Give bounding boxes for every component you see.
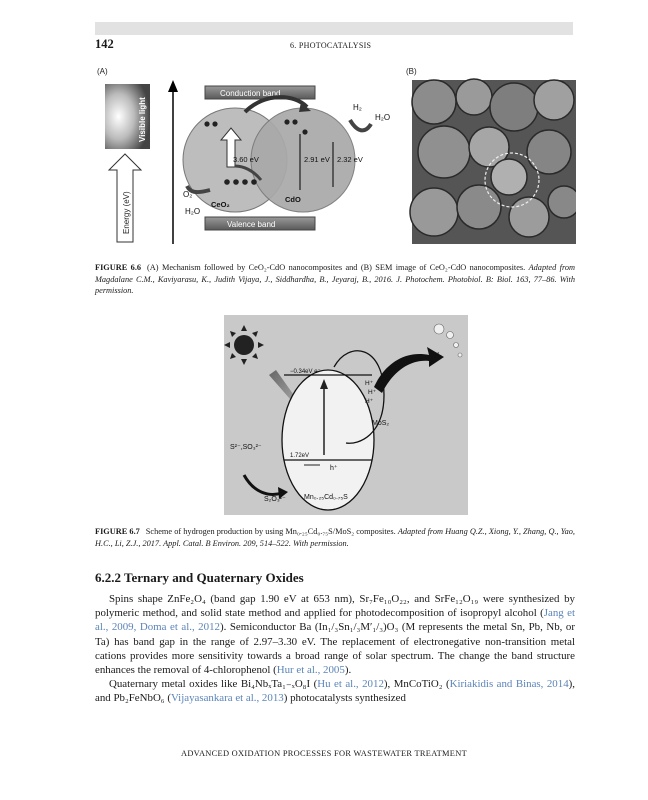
cdo-label: CdO — [285, 195, 301, 204]
figure-6-6-caption — [95, 262, 575, 297]
gap-ceo2: 3.60 eV — [233, 155, 259, 164]
catalyst-ellipse — [282, 370, 377, 510]
h2-label-67: H₂ — [434, 352, 442, 359]
panel-a-label: (A) — [97, 67, 108, 76]
figure-6-6-panel-b — [404, 62, 576, 244]
conduction-band-label: Conduction band — [220, 89, 281, 98]
citation-link-hur[interactable]: Hur et al., 2005 — [276, 664, 345, 677]
h-plus-3: H⁺ — [365, 398, 374, 405]
figure-6-7-caption-citation: Adapted from Huang Q.Z., Xiong, Y., Zhang, Q., Yao, H.C., Li, Z.J., 2017. Appl. Catal. B Environ. 209, 514–522. With permission. — [95, 527, 575, 548]
energy-axis-label: Energy (eV) — [122, 191, 131, 234]
scavenger-label: S²⁻,SO₃²⁻ — [230, 444, 262, 451]
figure-6-6-caption-label: FIGURE 6.6 — [95, 263, 142, 272]
running-head: 6. PHOTOCATALYSIS — [290, 41, 372, 50]
h-plus-1: H⁺ — [365, 380, 374, 387]
e-label: −0.34eV e⁻ — [290, 369, 321, 375]
paragraph-1: Spins shape ZnFe₂O₄ (band gap 1.90 eV at 653 nm), Sr₇Fe₁₀O₂₂, and SrFe₁₂O₁₉ were synthesized by polymeric method, and solid state method and applied for photodecomposition of isopropyl alcohol (Jang et al., 2009, Doma et al., 2012). Semiconductor Ba (In₁/₃Sn₁/₃M′₁/₃)O₃ (M represents the metal Sn, Pb, Nb, or Ta) has band gap in the range of 2.97–3.30 eV. The replacement of electronegative non-transition metal cations provides more sensitivity towards a broad range of solar spectrum. The change the band structure enhances the removal of 4-chlorophenol (Hur et al., 2005). — [95, 593, 576, 677]
page-number: 142 — [95, 37, 114, 51]
product-label: S₂O₃²⁻ — [264, 496, 286, 503]
body-text — [95, 592, 575, 706]
figure-6-7-caption-text: Scheme of hydrogen production by using Mn₀.₂₅Cd₀.₇₅S/MoS₂ composites. — [145, 527, 396, 536]
panel-b-label: (B) — [406, 67, 417, 76]
figure-6-7-caption-label: FIGURE 6.7 — [95, 527, 140, 536]
section-title: 6.2.2 Ternary and Quaternary Oxides — [95, 570, 304, 585]
citation-link-vijayasankara[interactable]: Vijayasankara et al., 2013 — [170, 692, 284, 705]
visible-light-label: Visible light — [138, 97, 147, 142]
ceo2-label: CeO₂ — [211, 200, 230, 209]
figure-6-6-panel-a — [95, 62, 400, 252]
gap-cdo-b: 2.32 eV — [337, 155, 363, 164]
sun-icon — [224, 325, 264, 365]
hole-label: h⁺ — [330, 465, 338, 472]
h-plus-2: H⁺ — [368, 389, 377, 396]
citation-link-jang-doma[interactable]: Jang et al., 2009, Doma et al., 2012 — [95, 607, 576, 634]
figure-6-6-caption-citation: Adapted from Magdalane C.M., Kaviyarasu, K., Judith Vijaya, J., Siddhardha, B., Jeyaraj, B., 2016. J. Photochem. Photobiol. B: Biol. 163, 77–86. With permission. — [95, 263, 576, 295]
header-bar — [95, 22, 573, 35]
h2-label: H₂ — [353, 103, 362, 112]
paragraph-2: Quaternary metal oxides like Bi₄NbₓTa₁₋ₓO₈I (Hu et al., 2012), MnCoTiO₂ (Kiriakidis and Binas, 2014), and Pb₂FeNbO₆ (Vijayasankara et al., 2013) photocatalysts synthesized — [95, 678, 575, 705]
gap-label: 1.72eV — [290, 453, 310, 459]
gap-cdo-a: 2.91 eV — [304, 155, 330, 164]
h2o-left-label: H₂O — [185, 207, 201, 216]
figure-6-7-caption — [95, 526, 575, 549]
figure-6-7 — [224, 315, 468, 515]
figure-6-6-caption-text: (A) Mechanism followed by CeO₂-CdO nanocomposites and (B) SEM image of CeO₂-CdO nanocomposites. — [147, 263, 526, 272]
valence-band-label: Valence band — [227, 220, 276, 229]
catalyst-label: Mn₀.₂₅Cd₀.₇₅S — [304, 494, 348, 501]
citation-link-hu[interactable]: Hu et al., 2012 — [317, 678, 384, 691]
citation-link-kiriakidis[interactable]: Kiriakidis and Binas, 2014 — [449, 678, 569, 691]
page-footer: ADVANCED OXIDATION PROCESSES FOR WASTEWATER TREATMENT — [180, 749, 467, 758]
mos2-label: MoS₂ — [372, 420, 390, 427]
h2o-right-label: H₂O — [375, 113, 391, 122]
o2-label: O₂ — [183, 190, 193, 199]
